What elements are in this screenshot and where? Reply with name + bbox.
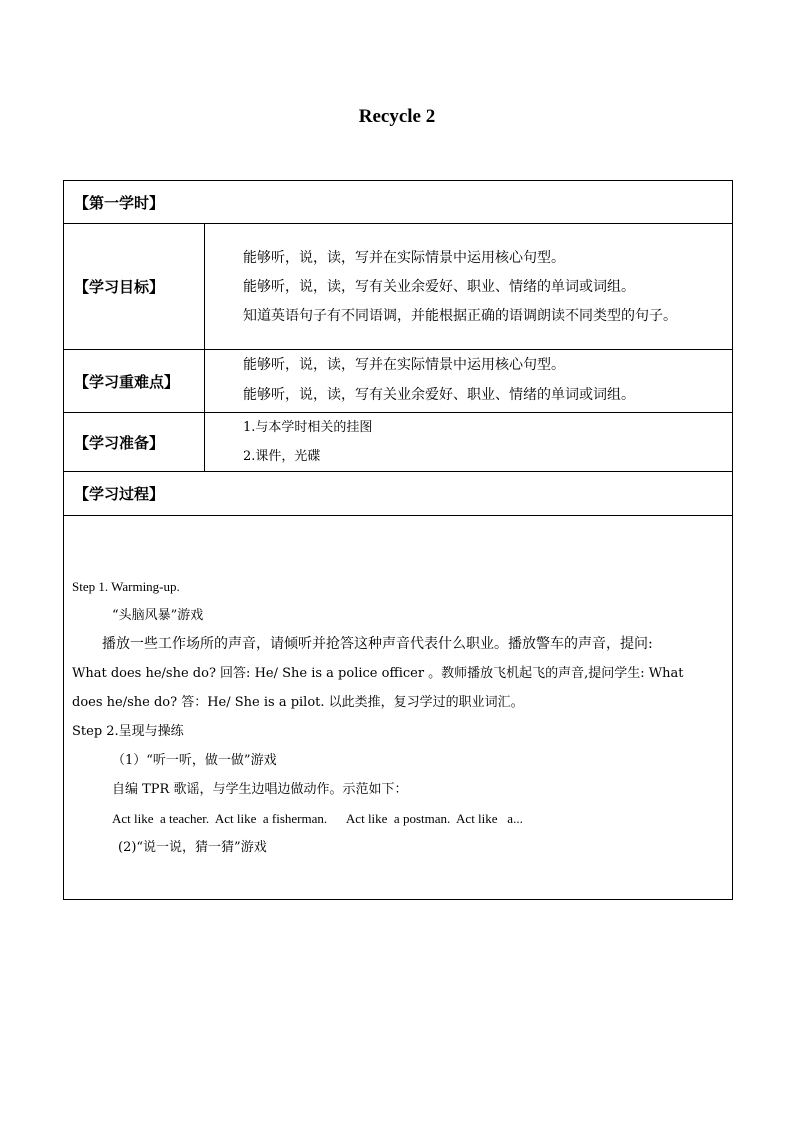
- process-paragraph-line: What does he/she do? 回答: He/ She is a police officer 。教师播放飞机起飞的声音,提问学生: What: [72, 666, 684, 681]
- preparation-label: 【学习准备】: [64, 413, 205, 472]
- preparation-content: [205, 413, 733, 472]
- act-like-chant: Act like a teacher. Act like a fisherman. Act like a postman. Act like a...: [112, 811, 523, 826]
- key-points-row: [64, 350, 733, 413]
- objectives-line: 能够听，说，读，写并在实际情景中运用核心句型。: [243, 250, 565, 266]
- objectives-line: 知道英语句子有不同语调，并能根据正确的语调朗读不同类型的句子。: [243, 308, 677, 324]
- process-label: 【学习过程】: [64, 472, 733, 516]
- key-points-line: 能够听，说，读，写有关业余爱好、职业、情绪的单词或词组。: [243, 387, 635, 403]
- process-header-row: [64, 472, 733, 516]
- game3-title: (2)“说一说，猜一猜”游戏: [118, 840, 267, 855]
- process-paragraph-line: does he/she do? 答：He/ She is a pilot. 以此类推，复习学过的职业词汇。: [72, 695, 524, 710]
- objectives-row: [64, 224, 733, 350]
- lesson-plan-table: [63, 180, 733, 900]
- objectives-line: 能够听，说，读，写有关业余爱好、职业、情绪的单词或词组。: [243, 279, 635, 295]
- game2-title: （1）“听一听，做一做”游戏: [112, 753, 277, 768]
- lesson-header-row: [64, 181, 733, 224]
- lesson-header: 【第一学时】: [64, 181, 733, 224]
- objectives-content: [205, 224, 733, 350]
- document-title: Recycle 2: [358, 106, 436, 127]
- step2-title: Step 2.呈现与操练: [72, 724, 184, 739]
- tpr-instruction: 自编 TPR 歌谣，与学生边唱边做动作。示范如下：: [112, 782, 408, 797]
- preparation-line: 2.课件，光碟: [243, 449, 321, 464]
- preparation-row: [64, 413, 733, 472]
- preparation-line: 1.与本学时相关的挂图: [243, 420, 373, 435]
- step1-title: Step 1. Warming-up.: [72, 579, 180, 594]
- key-points-content: [205, 350, 733, 413]
- process-body-row: [64, 516, 733, 900]
- objectives-label: 【学习目标】: [64, 224, 205, 350]
- key-points-line: 能够听，说，读，写并在实际情景中运用核心句型。: [243, 357, 565, 373]
- process-paragraph-line: 播放一些工作场所的声音，请倾听并抢答这种声音代表什么职业。播放警车的声音，提问:: [102, 636, 653, 652]
- game1-title: “头脑风暴”游戏: [112, 608, 204, 623]
- process-content: [64, 516, 733, 900]
- key-points-label: 【学习重难点】: [64, 350, 205, 413]
